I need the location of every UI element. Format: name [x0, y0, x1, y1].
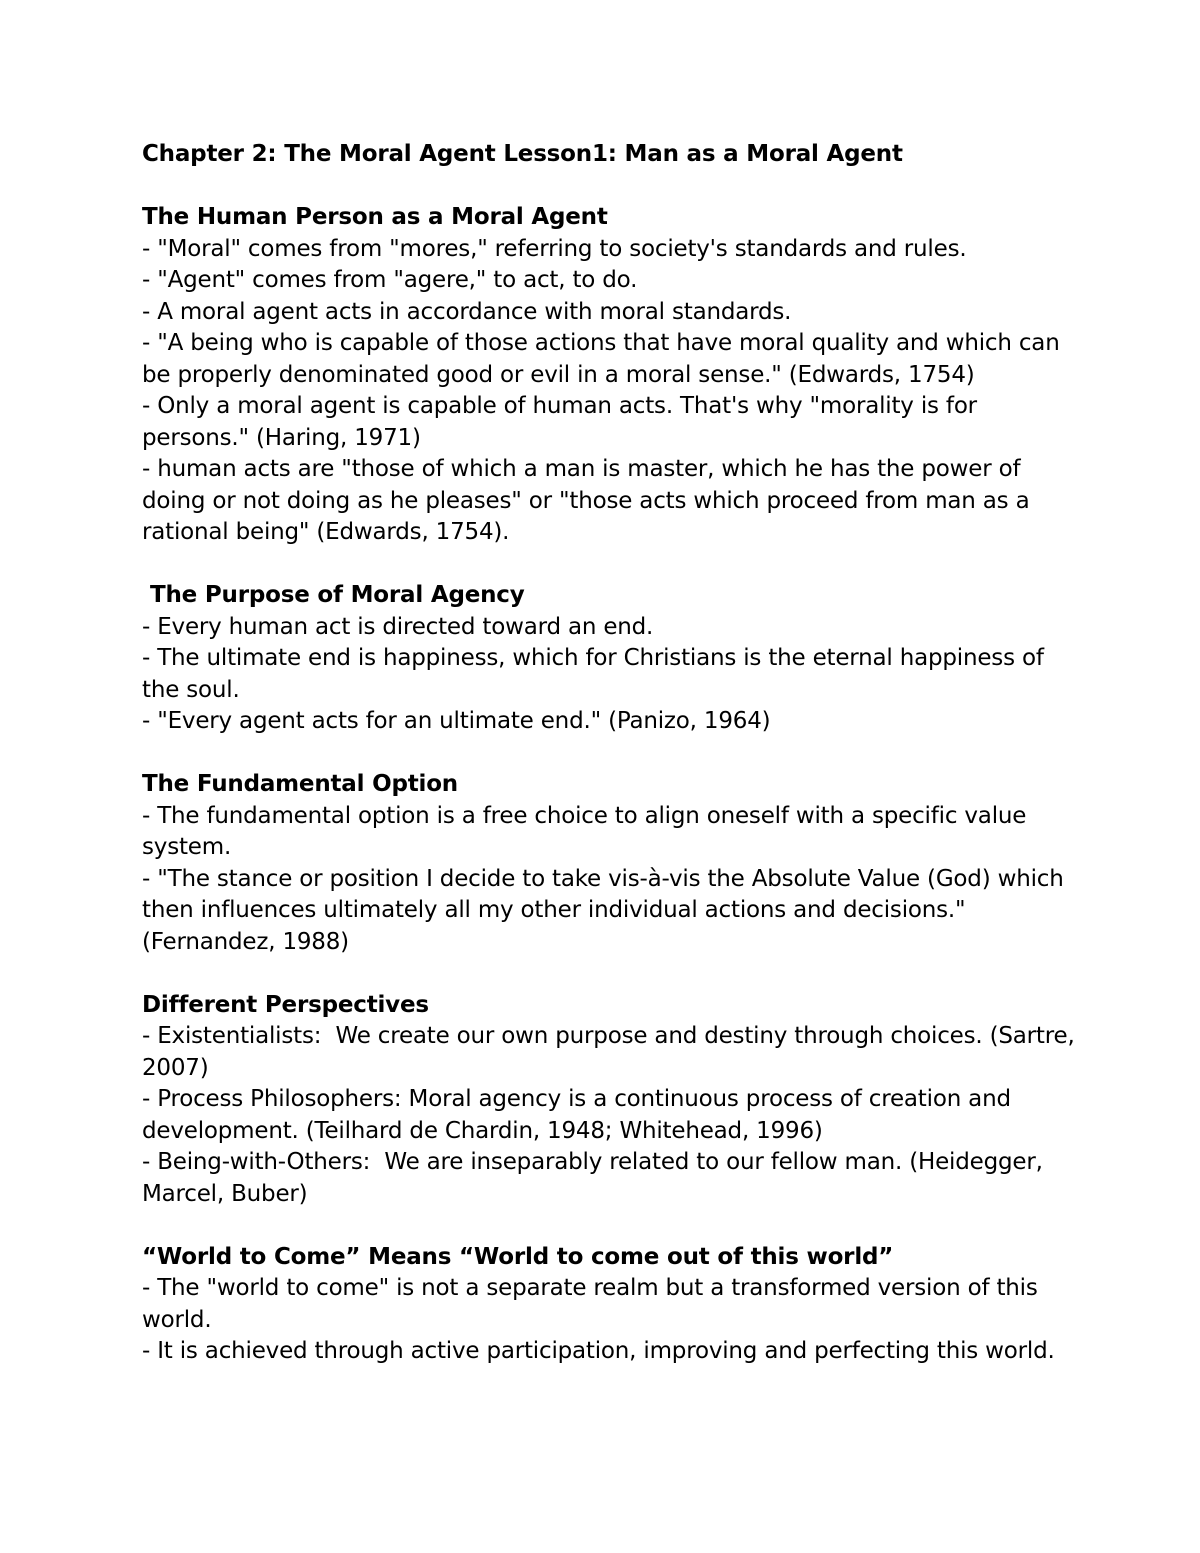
list-item: - The ultimate end is happiness, which for Christians is the eternal happiness of the soul.	[142, 645, 1051, 703]
list-item: - "Every agent acts for an ultimate end." (Panizo, 1964)	[142, 708, 771, 734]
section-heading: The Fundamental Option	[142, 771, 458, 797]
list-item: - A moral agent acts in accordance with moral standards.	[142, 298, 792, 325]
section-fundamental-option	[142, 769, 1082, 958]
section-heading: Different Perspectives	[142, 991, 429, 1018]
section-heading: “World to Come” Means “World to come out of this world”	[142, 1243, 894, 1270]
list-item: - Existentialists: We create our own purpose and destiny through choices. (Sartre, 2007)	[142, 1023, 1082, 1081]
list-item: - The fundamental option is a free choice to align oneself with a specific value system.	[142, 802, 1034, 860]
document-title: Chapter 2: The Moral Agent Lesson1: Man as a Moral Agent	[142, 141, 903, 167]
list-item: - Only a moral agent is capable of human acts. That's why "morality is for persons." (Haring, 1971)	[142, 393, 985, 451]
list-item: - "The stance or position I decide to take vis-à-vis the Absolute Value (God) which then influences ultimately all my other individual actions and decisions." (Fernandez, 1988)	[142, 865, 1071, 955]
list-item: - The "world to come" is not a separate realm but a transformed version of this world.	[142, 1275, 1045, 1333]
section-world-to-come	[142, 1242, 1082, 1368]
list-item: - "Moral" comes from "mores," referring to society's standards and rules.	[142, 235, 967, 262]
section-human-person	[142, 202, 1082, 549]
list-item: - Process Philosophers: Moral agency is a continuous process of creation and development. (Teilhard de Chardin, 1948; Whitehead, 1996)	[142, 1086, 1018, 1144]
list-item: - "A being who is capable of those actions that have moral quality and which can be properly denominated good or evil in a moral sense." (Edwards, 1754)	[142, 330, 1067, 388]
section-heading: The Purpose of Moral Agency	[150, 582, 525, 608]
document-page	[142, 139, 1082, 1399]
section-purpose	[142, 580, 1082, 738]
list-item: - It is achieved through active participation, improving and perfecting this world.	[142, 1338, 1055, 1364]
list-item: - "Agent" comes from "agere," to act, to do.	[142, 267, 638, 293]
list-item: - human acts are "those of which a man is master, which he has the power of doing or not doing as he pleases" or "those acts which proceed from man as a rational being" (Edwards, 1754).	[142, 456, 1037, 545]
list-item: - Every human act is directed toward an end.	[142, 613, 654, 640]
section-perspectives	[142, 990, 1082, 1211]
list-item: - Being-with-Others: We are inseparably related to our fellow man. (Heidegger, Marcel, Buber)	[142, 1149, 1050, 1207]
section-heading: The Human Person as a Moral Agent	[142, 204, 608, 230]
